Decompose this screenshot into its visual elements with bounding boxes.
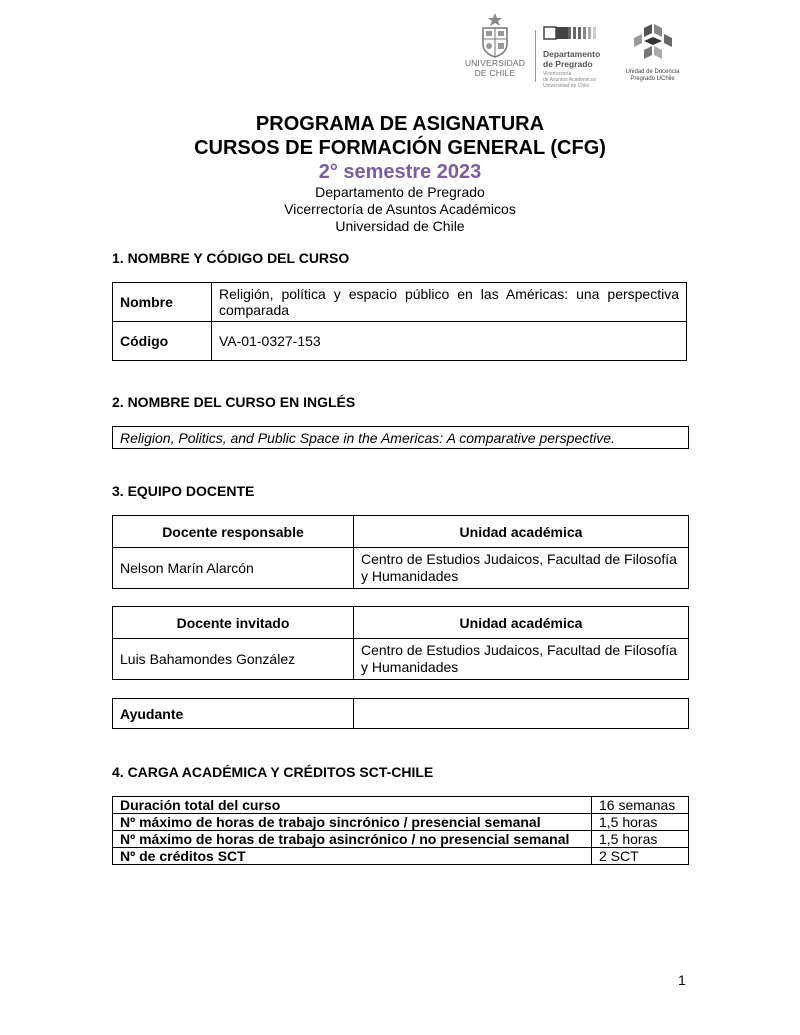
document-subtitle: CURSOS DE FORMACIÓN GENERAL (CFG): [194, 137, 606, 159]
university-line: Universidad de Chile: [335, 218, 465, 234]
column-header: Docente invitado: [113, 607, 354, 639]
responsible-teacher-table: [112, 515, 689, 589]
academic-unit: Centro de Estudios Judaicos, Facultad de Filosofía y Humanidades: [354, 548, 689, 589]
table-row: [113, 699, 689, 729]
table-header-row: [113, 607, 689, 639]
assistant-table: [112, 698, 689, 729]
academic-unit: Centro de Estudios Judaicos, Facultad de Filosofía y Humanidades: [354, 639, 689, 680]
teacher-name: Nelson Marín Alarcón: [113, 548, 354, 589]
table-row: [113, 831, 689, 848]
table-row: [113, 797, 689, 814]
load-label: Nº máximo de horas de trabajo sincrónico / presencial semanal: [113, 814, 592, 831]
load-value: 2 SCT: [592, 848, 689, 865]
load-value: 16 semanas: [592, 797, 689, 814]
section-1-heading: 1. NOMBRE Y CÓDIGO DEL CURSO: [112, 250, 350, 266]
section-3-heading: 3. EQUIPO DOCENTE: [112, 483, 255, 499]
table-row: [113, 639, 689, 680]
english-name-table: [112, 426, 689, 449]
table-row: [113, 322, 687, 361]
column-header: Unidad académica: [354, 607, 689, 639]
load-label: Nº máximo de horas de trabajo asincrónico / no presencial semanal: [113, 831, 592, 848]
header-logos: [455, 12, 690, 88]
column-header: Unidad académica: [354, 516, 689, 548]
guest-teacher-table: [112, 606, 689, 680]
table-row: [113, 814, 689, 831]
load-value: 1,5 horas: [592, 814, 689, 831]
unidad-docencia-logo: Unidad de Docencia Pregrado UChile: [615, 24, 690, 83]
vicerrectoria-line: Vicerrectoría de Asuntos Académicos: [284, 201, 516, 217]
assistant-value: [354, 699, 689, 729]
table-row: [113, 548, 689, 589]
english-name-value: Religion, Politics, and Public Space in the Americas: A comparative perspective.: [113, 427, 689, 449]
table-row: [113, 427, 689, 449]
column-header: Docente responsable: [113, 516, 354, 548]
load-label: Duración total del curso: [113, 797, 592, 814]
section-2-heading: 2. NOMBRE DEL CURSO EN INGLÉS: [112, 394, 356, 410]
name-label: Nombre: [113, 283, 212, 322]
course-name-value: Religión, política y espacio público en las Américas: una perspectiva comparada: [212, 283, 687, 322]
page-number: 1: [678, 972, 686, 988]
departamento-pregrado-logo: Departamento de Pregrado Vicerrectoría de Asuntos Académicos Universidad de Chile: [543, 26, 613, 89]
load-label: Nº de créditos SCT: [113, 848, 592, 865]
assistant-label: Ayudante: [113, 699, 354, 729]
universidad-de-chile-logo: UNIVERSIDAD DE CHILE: [455, 12, 535, 78]
section-4-heading: 4. CARGA ACADÉMICA Y CRÉDITOS SCT-CHILE: [112, 764, 434, 780]
logo-divider: [535, 30, 536, 82]
departamento-pattern-icon: [543, 26, 603, 40]
table-row: [113, 283, 687, 322]
semester-label: 2° semestre 2023: [318, 161, 482, 183]
academic-load-table: [112, 796, 689, 865]
university-crest-icon: [478, 12, 512, 58]
table-header-row: [113, 516, 689, 548]
table-row: [113, 848, 689, 865]
department-line: Departamento de Pregrado: [315, 184, 485, 200]
unidad-docencia-mark-icon: [632, 24, 674, 64]
document-title: PROGRAMA DE ASIGNATURA: [255, 113, 545, 135]
course-code-value: VA-01-0327-153: [212, 322, 687, 361]
course-name-code-table: [112, 282, 687, 361]
code-label: Código: [113, 322, 212, 361]
load-value: 1,5 horas: [592, 831, 689, 848]
teacher-name: Luis Bahamondes González: [113, 639, 354, 680]
